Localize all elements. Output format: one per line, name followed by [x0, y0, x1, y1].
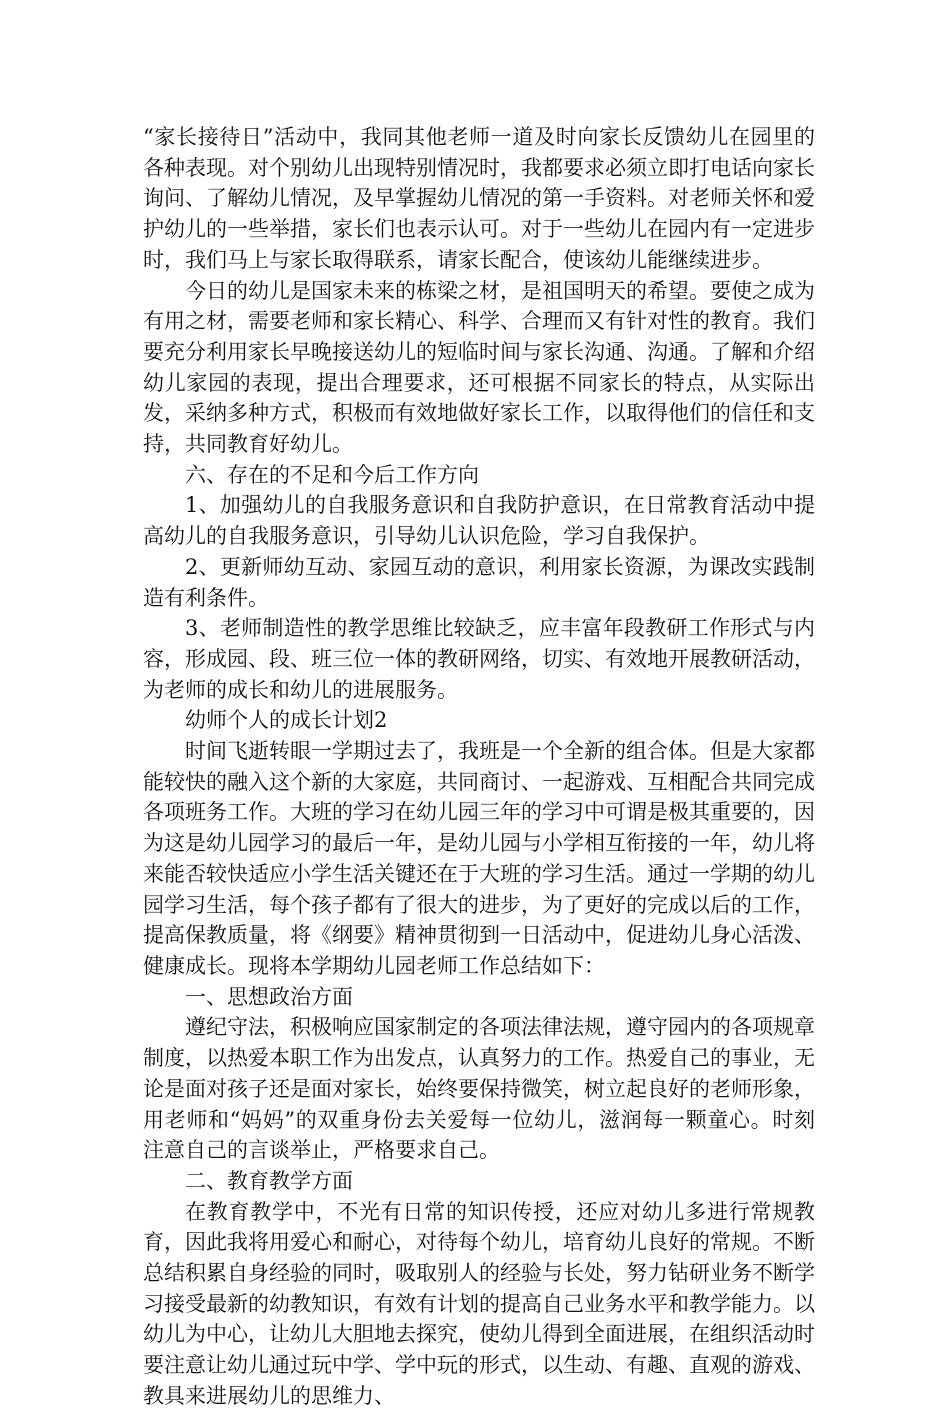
paragraph-semester-intro: 时间飞逝转眼一学期过去了，我班是一个全新的组合体。但是大家都能较快的融入这个新的大家庭，共同商讨、一起游戏、互相配合共同完成各项班务工作。大班的学习在幼儿园三年的学习中可谓是极其重要的，因为这是幼儿园学习的最后一年，是幼儿园与小学相互衔接的一年，幼儿将来能否较快适应小学生活关键还在于大班的学习生活。通过一学期的幼儿园学习生活，每个孩子都有了很大的进步，为了更好的完成以后的工作，提高保教质量，将《纲要》精神贯彻到一日活动中，促进幼儿身心活泼、健康成长。现将本学期幼儿园老师工作总结如下：	[143, 739, 815, 978]
paragraph-children-future: 今日的幼儿是国家未来的栋梁之材，是祖国明天的希望。要使之成为有用之材，需要老师和家长精心、科学、合理而又有针对性的教育。我们要充分利用家长早晚接送幼儿的短临时间与家长沟通、沟通。了解和介绍幼儿家园的表现，提出合理要求，还可根据不同家长的特点，从实际出发，采纳多种方式，积极而有效地做好家长工作，以取得他们的信任和支持，共同教育好幼儿。	[143, 278, 815, 457]
heading-political-thought: 一、思想政治方面	[185, 984, 353, 1009]
list-item-1: 1、加强幼儿的自我服务意识和自我防护意识，在日常教育活动中提高幼儿的自我服务意识，引导幼儿认识危险，学习自我保护。	[143, 493, 815, 549]
heading-growth-plan-2: 幼师个人的成长计划2	[185, 708, 388, 733]
heading-shortcomings: 六、存在的不足和今后工作方向	[185, 462, 479, 487]
list-item-2: 2、更新师幼互动、家园互动的意识，利用家长资源，为课改实践制造有利条件。	[143, 554, 815, 610]
heading-education-teaching: 二、教育教学方面	[185, 1168, 353, 1193]
list-item-3: 3、老师制造性的教学思维比较缺乏，应丰富年段教研工作形式与内容，形成园、段、班三位一体的教研网络，切实、有效地开展教研活动，为老师的成长和幼儿的进展服务。	[143, 616, 815, 702]
paragraph-law-abiding: 遵纪守法，积极响应国家制定的各项法律法规，遵守园内的各项规章制度，以热爱本职工作为出发点，认真努力的工作。热爱自己的事业，无论是面对孩子还是面对家长，始终要保持微笑，树立起良好的老师形象，用老师和“妈妈”的双重身份去关爱每一位幼儿，滋润每一颗童心。时刻注意自己的言谈举止，严格要求自己。	[143, 1015, 815, 1163]
paragraph-parent-reception: “家长接待日”活动中，我同其他老师一道及时向家长反馈幼儿在园里的各种表现。对个别幼儿出现特别情况时，我都要求必须立即打电话向家长询问、了解幼儿情况，及早掌握幼儿情况的第一手资料。对老师关怀和爱护幼儿的一些举措，家长们也表示认可。对于一些幼儿在园内有一定进步时，我们马上与家长取得联系，请家长配合，使该幼儿能继续进步。	[143, 125, 815, 272]
document-body	[143, 122, 815, 1412]
paragraph-education-teaching: 在教育教学中，不光有日常的知识传授，还应对幼儿多进行常规教育，因此我将用爱心和耐心，对待每个幼儿，培育幼儿良好的常规。不断总结积累自身经验的同时，吸取别人的经验与长处，努力钻研业务不断学习接受最新的幼教知识，有效有计划的提高自己业务水平和教学能力。以幼儿为中心，让幼儿大胆地去探究，使幼儿得到全面进展，在组织活动时要注意让幼儿通过玩中学、学中玩的形式，以生动、有趣、直观的游戏、教具来进展幼儿的思维力、	[143, 1199, 815, 1408]
